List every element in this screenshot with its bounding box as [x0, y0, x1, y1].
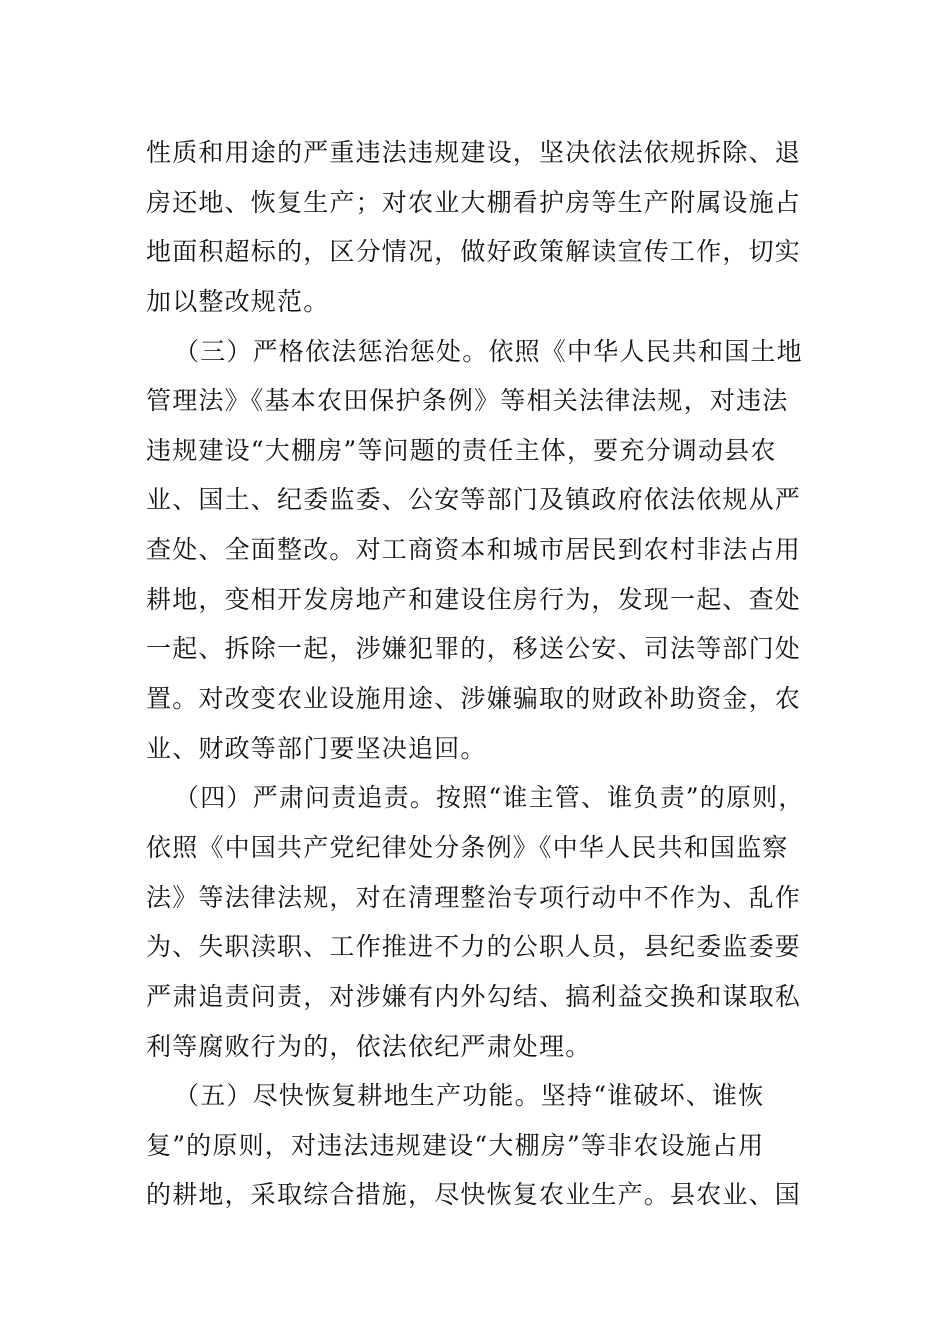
text-line: 复”的原则，对违法违规建设“大棚房”等非农设施占用 — [146, 1130, 765, 1160]
section-four-heading-line: （四）严肃问责追责。按照“谁主管、谁负责”的原则， — [174, 783, 805, 813]
text-line: 性质和用途的严重违法违规建设，坚决依法依规拆除、退 — [146, 138, 802, 167]
text-line: 法》等法律法规，对在清理整治专项行动中不作为、乱作 — [146, 882, 802, 912]
text-line: 业、财政等部门要坚决追回。 — [146, 733, 487, 763]
text-line: 违规建设“大棚房”等问题的责任主体，要充分调动县农 — [146, 435, 777, 465]
text-line: 置。对改变农业设施用途、涉嫌骗取的财政补助资金，农 — [146, 684, 802, 714]
text-line: 依照《中国共产党纪律处分条例》《中华人民共和国监察 — [146, 832, 789, 862]
text-line: 房还地、恢复生产；对农业大棚看护房等生产附属设施占 — [146, 187, 802, 217]
text-line: 加以整改规范。 — [146, 286, 330, 316]
text-line: 利等腐败行为的，依法依纪严肃处理。 — [146, 1031, 592, 1061]
text-line: 严肃追责问责，对涉嫌有内外勾结、搞利益交换和谋取私 — [146, 981, 802, 1011]
body-text — [146, 128, 811, 1220]
section-five-heading-line: （五）尽快恢复耕地生产功能。坚持“谁破坏、谁恢 — [174, 1081, 765, 1111]
text-line: 为、失职渎职、工作推进不力的公职人员，县纪委监委要 — [146, 932, 802, 962]
text-line: 的耕地，采取综合措施，尽快恢复农业生产。县农业、国 — [146, 1180, 802, 1210]
text-line: 一起、拆除一起，涉嫌犯罪的，移送公安、司法等部门处 — [146, 634, 802, 664]
text-line: 业、国土、纪委监委、公安等部门及镇政府依法依规从严 — [146, 485, 802, 515]
section-three-heading-line: （三）严格依法惩治惩处。依照《中华人民共和国土地 — [174, 336, 803, 366]
text-line: 耕地，变相开发房地产和建设住房行为，发现一起、查处 — [146, 584, 802, 614]
text-line: 管理法》《基本农田保护条例》等相关法律法规，对违法 — [146, 386, 789, 416]
text-line: 查处、全面整改。对工商资本和城市居民到农村非法占用 — [146, 535, 802, 565]
text-line: 地面积超标的，区分情况，做好政策解读宣传工作，切实 — [146, 237, 802, 267]
